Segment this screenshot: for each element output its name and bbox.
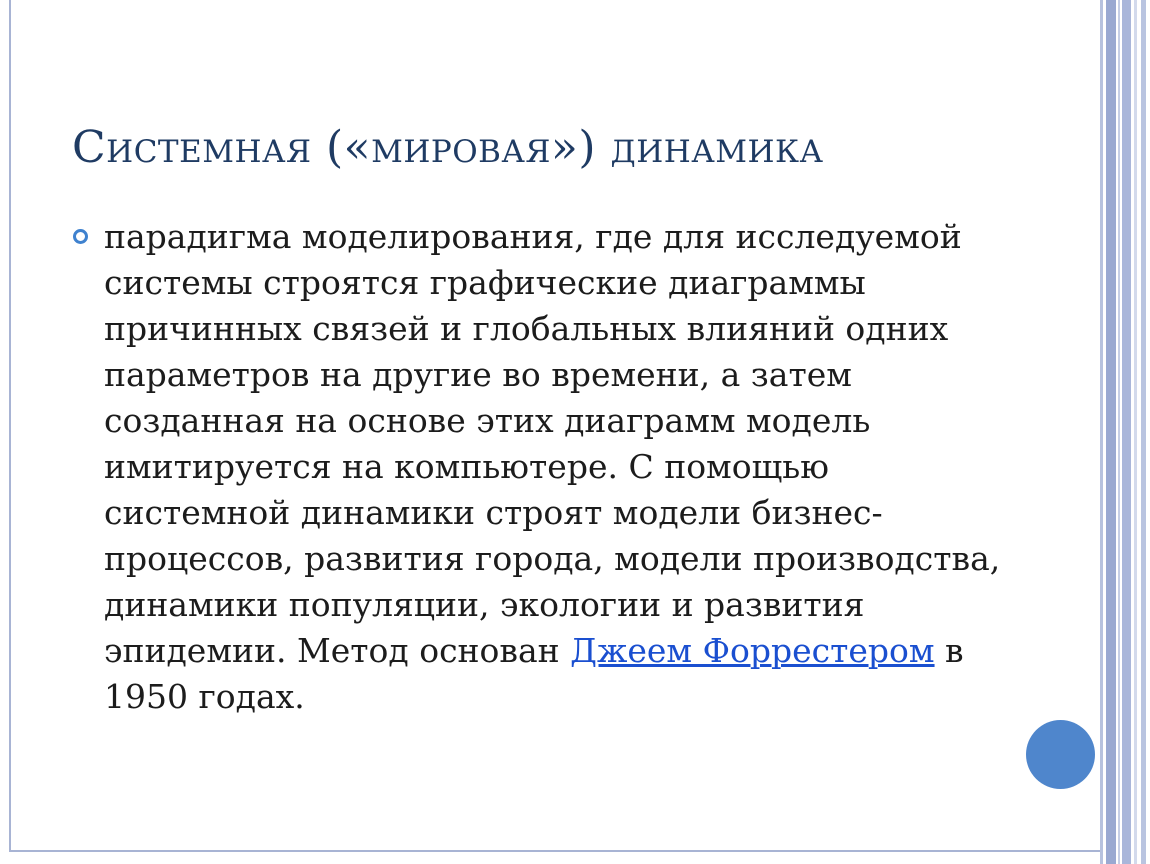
decorative-stripes bbox=[1100, 0, 1150, 864]
stripe bbox=[1100, 0, 1103, 864]
bullet-text-end: в 1950 годах. bbox=[104, 631, 964, 716]
bullet-circle-icon bbox=[73, 229, 88, 244]
stripe bbox=[1118, 0, 1120, 864]
stripe bbox=[1106, 0, 1116, 864]
stripe bbox=[1134, 0, 1137, 864]
decorative-circle bbox=[1026, 720, 1095, 789]
slide-title: Системная («мировая») динамика bbox=[72, 122, 824, 173]
stripe bbox=[1141, 0, 1146, 864]
forrester-link[interactable]: Джеем Форрестером bbox=[570, 631, 935, 670]
bullet-text bbox=[104, 214, 1004, 720]
bullet-text-main: парадигма моделирования, где для исследуемой системы строятся графические диаграммы причинных связей и глобальных влияний одних параметров на другие во времени, а затем созданная на основе этих диаграмм модель имитируется на компьютере. С помощью системной динамики строят модели бизнес-процессов, развития города, модели производства, динамики популяции, экологии и развития эпидемии. Метод основан bbox=[104, 217, 1001, 670]
stripe bbox=[1122, 0, 1131, 864]
